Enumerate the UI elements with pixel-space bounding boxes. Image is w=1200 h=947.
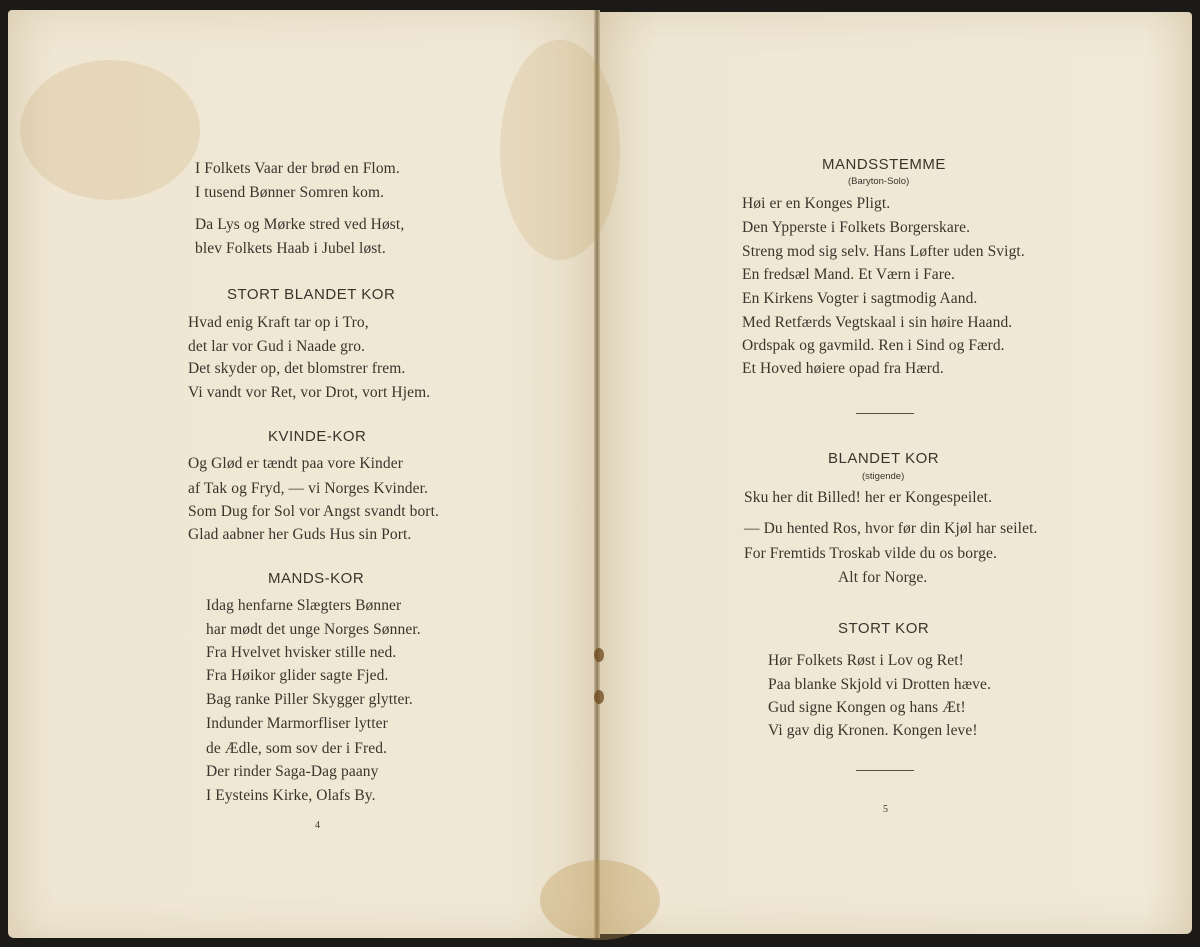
verse-line: Bag ranke Piller Skygger glytter.	[206, 691, 413, 708]
verse-line: Glad aabner her Guds Hus sin Port.	[188, 526, 412, 543]
section-subheading: (stigende)	[862, 471, 905, 482]
page-number: 4	[315, 820, 320, 831]
verse-line: Ordspak og gavmild. Ren i Sind og Færd.	[742, 337, 1005, 354]
water-stain	[500, 40, 620, 260]
verse-line: har mødt det unge Norges Sønner.	[206, 621, 421, 638]
verse-line: Da Lys og Mørke stred ved Høst,	[195, 216, 405, 233]
verse-line: — Du hented Ros, hvor før din Kjøl har seilet.	[744, 520, 1038, 537]
verse-line: Idag henfarne Slægters Bønner	[206, 597, 402, 614]
verse-line: Vi vandt vor Ret, vor Drot, vort Hjem.	[188, 384, 431, 401]
verse-line: Den Ypperste i Folkets Borgerskare.	[742, 219, 971, 236]
verse-line: Vi gav dig Kronen. Kongen leve!	[768, 722, 978, 739]
section-heading: STORT KOR	[838, 620, 930, 637]
rust-spot	[594, 648, 604, 662]
verse-line: Høi er en Konges Pligt.	[742, 195, 891, 212]
verse-line: de Ædle, som sov der i Fred.	[206, 740, 388, 757]
verse-line: Med Retfærds Vegtskaal i sin høire Haand.	[742, 314, 1013, 331]
water-stain	[20, 60, 200, 200]
verse-line: Indunder Marmorfliser lytter	[206, 715, 388, 732]
verse-line: Det skyder op, det blomstrer frem.	[188, 360, 406, 377]
section-heading: KVINDE-KOR	[268, 428, 367, 445]
section-heading: MANDS-KOR	[268, 570, 365, 587]
verse-line: blev Folkets Haab i Jubel løst.	[195, 240, 386, 257]
verse-line: Streng mod sig selv. Hans Løfter uden Svigt.	[742, 243, 1025, 260]
verse-line: Et Hoved høiere opad fra Hærd.	[742, 360, 944, 377]
verse-line: Som Dug for Sol vor Angst svandt bort.	[188, 503, 439, 520]
verse-line: En Kirkens Vogter i sagtmodig Aand.	[742, 290, 978, 307]
section-divider	[856, 770, 914, 771]
verse-line: Der rinder Saga-Dag paany	[206, 763, 379, 780]
section-subheading: (Baryton-Solo)	[848, 176, 910, 187]
verse-line: En fredsæl Mand. Et Værn i Fare.	[742, 266, 955, 283]
page-number: 5	[883, 804, 888, 815]
rust-spot	[594, 690, 604, 704]
verse-line: Fra Høikor glider sagte Fjed.	[206, 667, 389, 684]
verse-line: I tusend Bønner Somren kom.	[195, 184, 385, 201]
verse-line: For Fremtids Troskab vilde du os borge.	[744, 545, 997, 562]
verse-line: af Tak og Fryd, — vi Norges Kvinder.	[188, 480, 429, 497]
section-heading: STORT BLANDET KOR	[227, 286, 396, 303]
verse-line: det lar vor Gud i Naade gro.	[188, 338, 366, 355]
verse-line: I Folkets Vaar der brød en Flom.	[195, 160, 400, 177]
section-heading: MANDSSTEMME	[822, 156, 946, 173]
verse-line: Fra Hvelvet hvisker stille ned.	[206, 644, 397, 661]
verse-line: Paa blanke Skjold vi Drotten hæve.	[768, 676, 991, 693]
verse-line: Gud signe Kongen og hans Æt!	[768, 699, 966, 716]
verse-line: Hvad enig Kraft tar op i Tro,	[188, 314, 369, 331]
verse-line: Sku her dit Billed! her er Kongespeilet.	[744, 489, 993, 506]
verse-line: Alt for Norge.	[838, 569, 928, 586]
section-heading: BLANDET KOR	[828, 450, 940, 467]
water-stain	[540, 860, 660, 940]
verse-line: Og Glød er tændt paa vore Kinder	[188, 455, 403, 472]
section-divider	[856, 413, 914, 414]
verse-line: Hør Folkets Røst i Lov og Ret!	[768, 652, 964, 669]
verse-line: I Eysteins Kirke, Olafs By.	[206, 787, 376, 804]
